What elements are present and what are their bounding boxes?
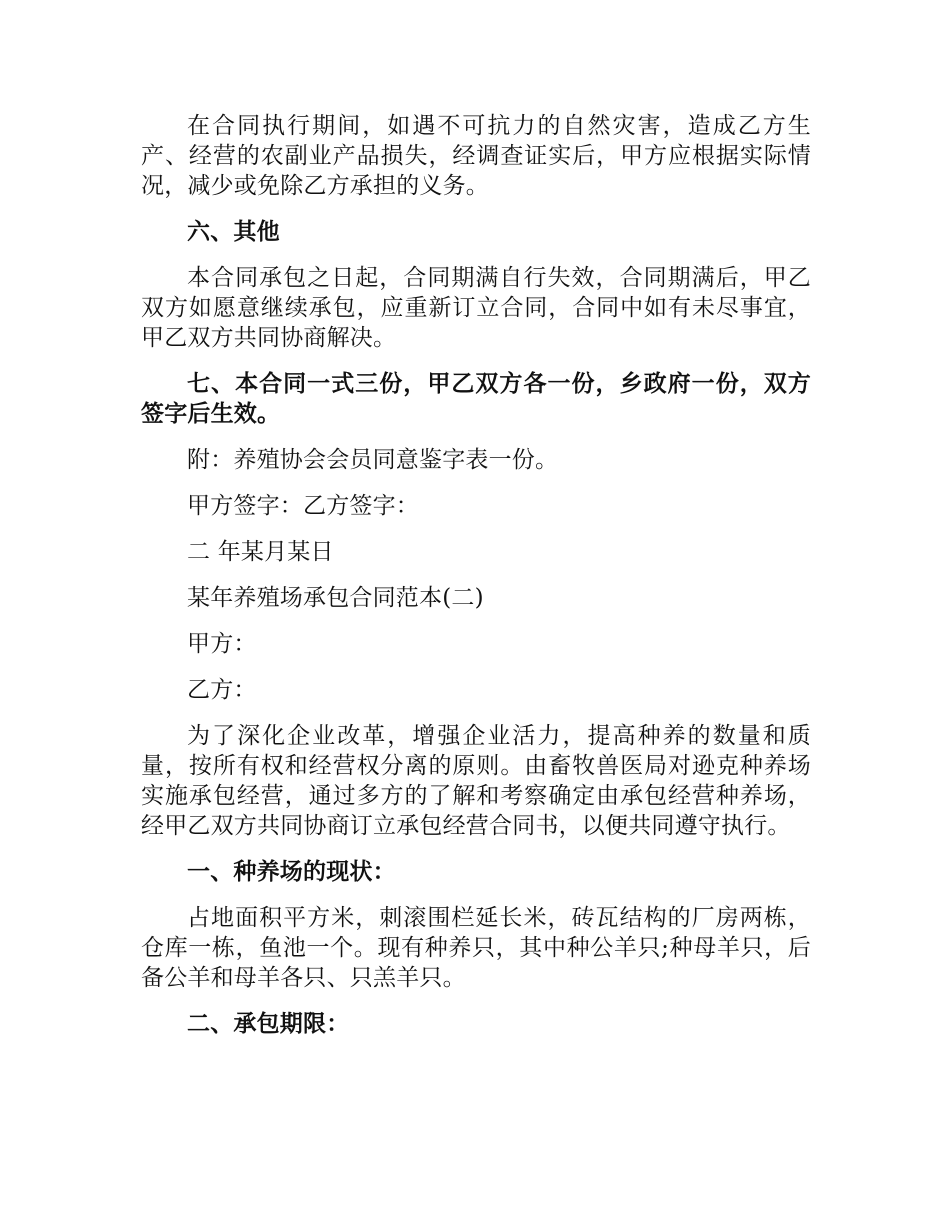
section-heading-other: 六、其他: [187, 218, 280, 245]
paragraph-force-majeure: 在合同执行期间，如遇不可抗力的自然灾害，造成乙方生产、经营的农副业产品损失，经调查证实后，甲方应根据实际情况，减少或免除乙方承担的义务。: [141, 113, 811, 199]
date-line: 二 年某月某日: [187, 539, 334, 565]
signature-line: 甲方签字：乙方签字：: [187, 493, 419, 519]
party-a-line: 甲方：: [187, 631, 257, 657]
section-heading-period: 二、承包期限：: [187, 1010, 350, 1037]
section-heading-status: 一、种养场的现状：: [187, 858, 396, 885]
party-b-line: 乙方：: [187, 677, 257, 703]
paragraph-attachment: 附：养殖协会会员同意鉴字表一份。: [187, 447, 559, 473]
document-body: [141, 111, 811, 1055]
paragraph-preamble: 为了深化企业改革，增强企业活力，提高种养的数量和质量，按所有权和经营权分离的原则。由畜牧兽医局对逊克种养场实施承包经营，通过多方的了解和考察确定由承包经营种养场，经甲乙双方共同协商订立承包经营合同书，以便共同遵守执行。: [141, 723, 811, 839]
paragraph-contract-term: 本合同承包之日起，合同期满自行失效，合同期满后，甲乙双方如愿意继续承包，应重新订立合同，合同中如有未尽事宜，甲乙双方共同协商解决。: [141, 265, 811, 351]
document-title-second: 某年养殖场承包合同范本(二): [187, 585, 484, 611]
paragraph-copies-clause: 七、本合同一式三份，甲乙双方各一份，乡政府一份，双方签字后生效。: [141, 370, 811, 427]
paragraph-farm-status: 占地面积平方米，刺滚围栏延长米，砖瓦结构的厂房两栋，仓库一栋，鱼池一个。现有种养只，其中种公羊只;种母羊只，后备公羊和母羊各只、只羔羊只。: [141, 905, 811, 991]
